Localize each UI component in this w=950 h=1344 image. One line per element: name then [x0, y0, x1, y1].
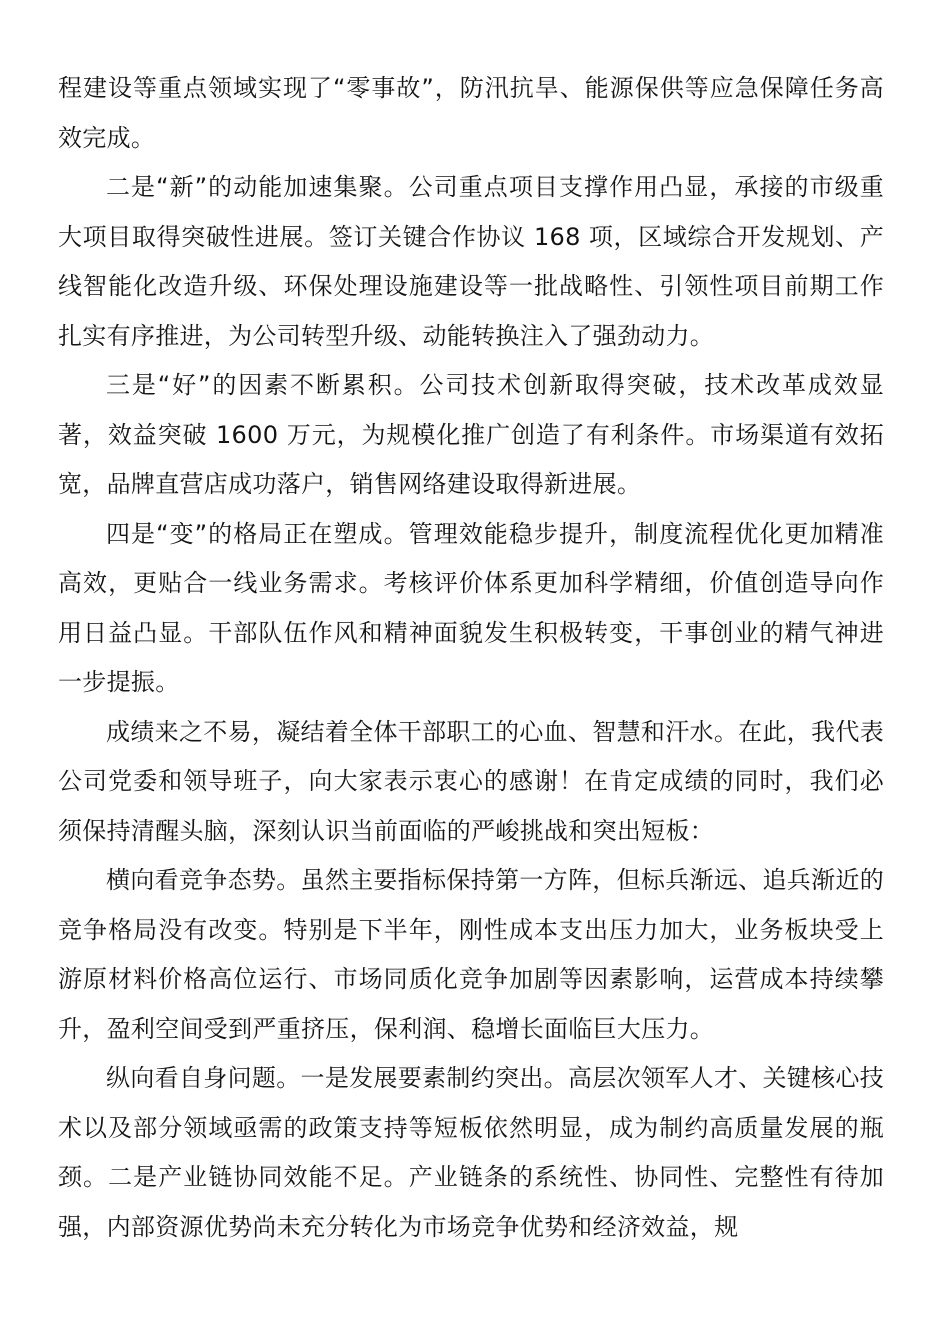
paragraph-continued-safety: 程建设等重点领域实现了“零事故”，防汛抗旱、能源保供等应急保障任务高效完成。	[58, 74, 884, 152]
document-page	[58, 64, 884, 1252]
paragraph-gratitude: 成绩来之不易，凝结着全体干部职工的心血、智慧和汗水。在此，我代表公司党委和领导班子，向大家表示衷心的感谢！在肯定成绩的同时，我们必须保持清醒头脑，深刻认识当前面临的严峻挑战和突出短板：	[58, 717, 884, 845]
paragraph-new-momentum: 二是“新”的动能加速集聚。公司重点项目支撑作用凸显，承接的市级重大项目取得突破性进展。签订关键合作协议 168 项，区域综合开发规划、产线智能化改造升级、环保处理设施建设等一批战略性、引领性项目前期工作扎实有序推进，为公司转型升级、动能转换注入了强劲动力。	[58, 173, 884, 350]
paragraph-vertical-issues: 纵向看自身问题。一是发展要素制约突出。高层次领军人才、关键核心技术以及部分领域亟需的政策支持等短板依然明显，成为制约高质量发展的瓶颈。二是产业链协同效能不足。产业链条的系统性、协同性、完整性有待加强，内部资源优势尚未充分转化为市场竞争优势和经济效益，规	[58, 1064, 884, 1241]
paragraph-changing-pattern: 四是“变”的格局正在塑成。管理效能稳步提升，制度流程优化更加精准高效，更贴合一线业务需求。考核评价体系更加科学精细，价值创造导向作用日益凸显。干部队伍作风和精神面貌发生积极转变，干事创业的精气神进一步提振。	[58, 519, 884, 696]
paragraph-good-factors: 三是“好”的因素不断累积。公司技术创新取得突破，技术改革成效显著，效益突破 1600 万元，为规模化推广创造了有利条件。市场渠道有效拓宽，品牌直营店成功落户，销售网络建设取得新进展。	[58, 371, 884, 498]
paragraph-horizontal-competition: 横向看竞争态势。虽然主要指标保持第一方阵，但标兵渐远、追兵渐近的竞争格局没有改变。特别是下半年，刚性成本支出压力加大，业务板块受上游原材料价格高位运行、市场同质化竞争加剧等因素影响，运营成本持续攀升，盈利空间受到严重挤压，保利润、稳增长面临巨大压力。	[58, 866, 884, 1043]
